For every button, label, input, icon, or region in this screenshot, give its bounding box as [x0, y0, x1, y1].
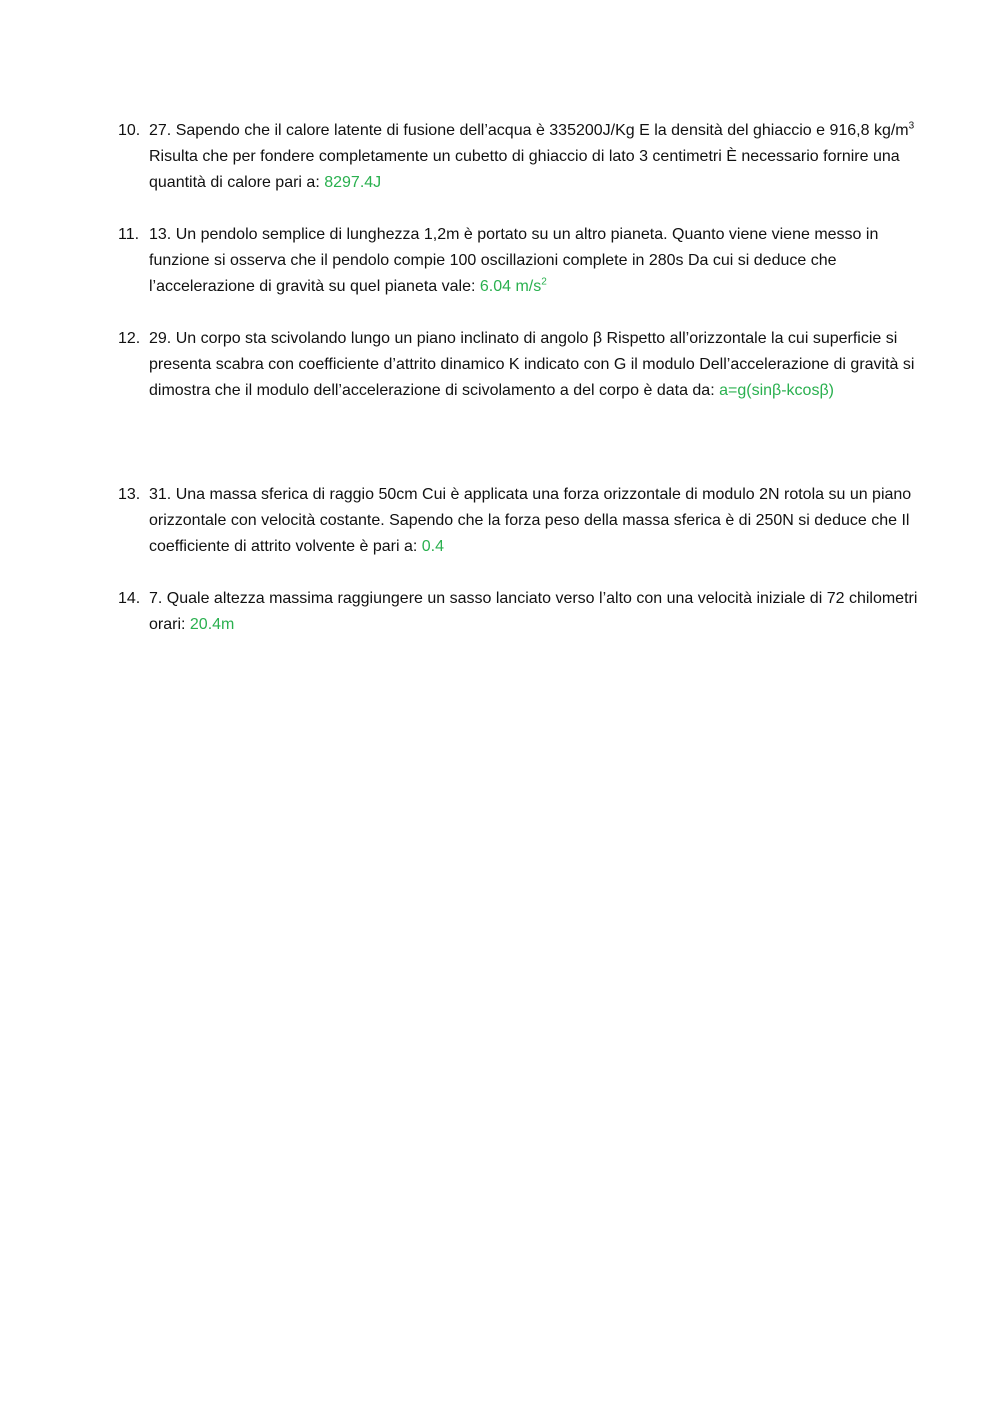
answer-text: a=g(sinβ-kcosβ): [719, 382, 834, 399]
question-item: [118, 482, 918, 560]
question-text: [149, 586, 918, 638]
question-number: 10.: [118, 122, 141, 139]
answer-text: 0.4: [421, 538, 444, 555]
question-text-part: 29. Un corpo sta scivolando lungo un piano inclinato di angolo β Rispetto all’orizzontale la cui superficie si presenta scabra con coefficiente d’attrito dinamico K indicato con G il modulo Dell’accelerazione di gravità si dimostra che il modulo dell’accelerazione di scivolamento a del corpo è data da:: [149, 330, 915, 399]
question-text-part: 27. Sapendo che il calore latente di fusione dell’acqua è 335200J/Kg E la densità del ghiaccio e 916,8 kg/m: [149, 122, 909, 139]
superscript: 3: [908, 120, 915, 132]
question-text-part: Risulta che per fondere completamente un cubetto di ghiaccio di lato 3 centimetri È necessario fornire una quantità di calore pari a:: [149, 148, 900, 191]
question-item: [118, 326, 918, 404]
superscript: 2: [541, 276, 547, 288]
answer-text: 8297.4J: [324, 174, 382, 191]
answer-text: [480, 278, 547, 295]
question-text: [149, 326, 918, 404]
question-item: [118, 222, 918, 300]
question-text-part: 13. Un pendolo semplice di lunghezza 1,2m è portato su un altro pianeta. Quanto viene viene messo in funzione si osserva che il pendolo compie 100 oscillazioni complete in 280s Da cui si deduce che l’accelerazione di gravità su quel pianeta vale:: [149, 226, 879, 295]
question-text: [149, 118, 918, 196]
question-item: [118, 118, 918, 196]
answer-value: 6.04 m/s: [479, 278, 542, 295]
answer-text: 20.4m: [189, 616, 235, 633]
question-number: 13.: [118, 486, 141, 503]
question-item: [118, 586, 918, 638]
question-number: 14.: [118, 590, 141, 607]
question-number: 11.: [118, 226, 140, 243]
question-text: [149, 482, 918, 560]
question-text: [149, 222, 918, 300]
question-text-part: 31. Una massa sferica di raggio 50cm Cui è applicata una forza orizzontale di modulo 2N rotola su un piano orizzontale con velocità costante. Sapendo che la forza peso della massa sferica è di 250N si deduce che Il coefficiente di attrito volvente è pari a:: [149, 486, 912, 555]
question-text-part: 7. Quale altezza massima raggiungere un sasso lanciato verso l’alto con una velocità iniziale di 72 chilometri orari:: [149, 590, 918, 633]
question-number: 12.: [118, 330, 141, 347]
